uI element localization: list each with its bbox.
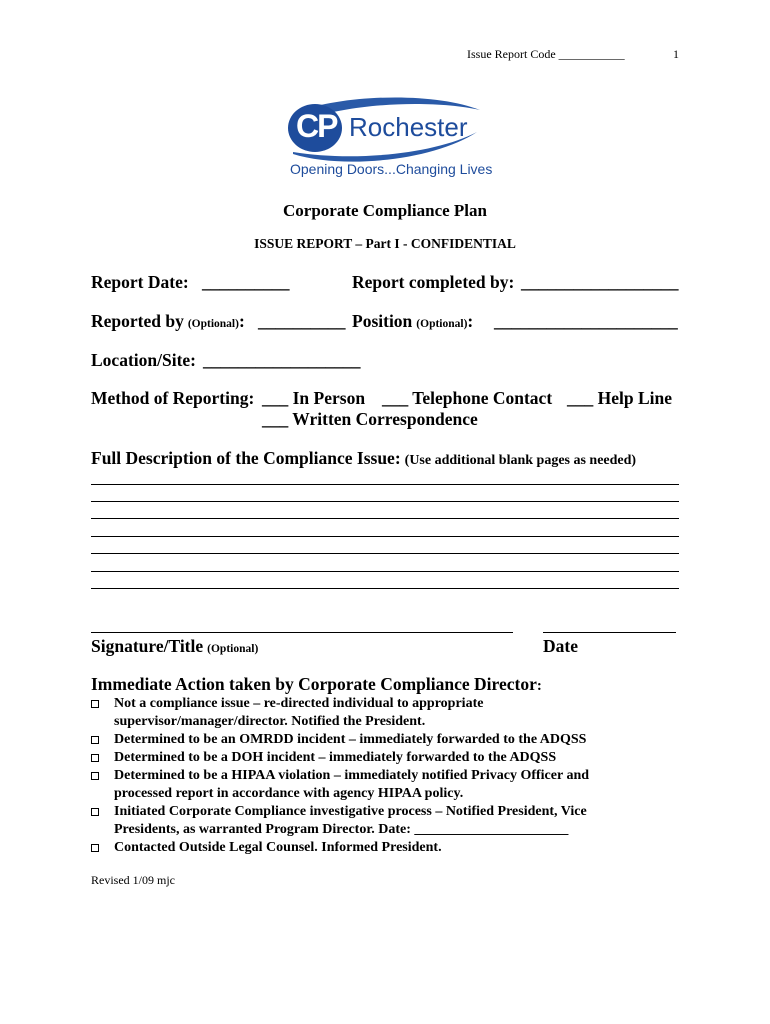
method-telephone[interactable]: ___ Telephone Contact xyxy=(382,388,553,408)
signature-title-label: Signature/Title xyxy=(91,636,204,656)
logo-rochester-text: Rochester xyxy=(349,112,468,142)
description-line xyxy=(91,518,679,519)
logo-cp-text: CP xyxy=(296,108,337,144)
report-completed-by-field[interactable]: __________________ xyxy=(521,272,679,292)
report-date-field[interactable]: __________ xyxy=(202,272,290,292)
action-heading-colon: : xyxy=(536,678,542,694)
method-help-line[interactable]: ___ Help Line xyxy=(567,388,673,408)
reported-by-row xyxy=(91,311,245,332)
position-label: Position xyxy=(352,311,413,331)
logo-tagline: Opening Doors...Changing Lives xyxy=(290,161,493,177)
action-item-line: Determined to be a HIPAA violation – immediately notified Privacy Officer and xyxy=(114,768,590,783)
position-optional: (Optional) xyxy=(416,318,468,330)
reported-by-colon: : xyxy=(238,311,245,331)
method-written[interactable]: ___ Written Correspondence xyxy=(262,409,478,429)
action-item-line: Not a compliance issue – re-directed individual to appropriate xyxy=(114,696,484,711)
reported-by-field[interactable]: __________ xyxy=(258,311,346,331)
action-item-line: Contacted Outside Legal Counsel. Informed President. xyxy=(114,840,442,855)
description-line xyxy=(91,571,679,572)
description-heading xyxy=(91,448,636,469)
description-line xyxy=(91,553,679,554)
description-line xyxy=(91,484,679,485)
issue-report-code: Issue Report Code ___________ xyxy=(467,47,625,61)
action-item-line: Presidents, as warranted Program Director. Date: ______________________ xyxy=(114,822,569,837)
checkbox-icon[interactable] xyxy=(91,754,99,762)
date-label: Date xyxy=(543,636,578,656)
position-row xyxy=(352,311,473,332)
location-site-label: Location/Site: xyxy=(91,350,196,370)
page-title: Corporate Compliance Plan xyxy=(283,201,487,220)
action-item-line: Determined to be an OMRDD incident – immediately forwarded to the ADQSS xyxy=(114,732,587,747)
page-number: 1 xyxy=(673,47,679,61)
page-subtitle: ISSUE REPORT – Part I - CONFIDENTIAL xyxy=(254,236,516,251)
checkbox-icon[interactable] xyxy=(91,844,99,852)
description-line xyxy=(91,536,679,537)
report-completed-by-label: Report completed by: xyxy=(352,272,515,292)
method-in-person[interactable]: ___ In Person xyxy=(262,388,366,408)
checkbox-icon[interactable] xyxy=(91,772,99,780)
checkbox-icon[interactable] xyxy=(91,808,99,816)
position-field[interactable]: _____________________ xyxy=(494,311,678,331)
reported-by-label: Reported by xyxy=(91,311,184,331)
action-heading-row xyxy=(91,674,542,695)
date-line[interactable] xyxy=(543,632,676,633)
action-heading: Immediate Action taken by Corporate Compliance Director xyxy=(91,674,537,694)
action-item-line: Initiated Corporate Compliance investigative process – Notified President, Vice xyxy=(114,804,587,819)
method-of-reporting-label: Method of Reporting: xyxy=(91,388,255,408)
cp-rochester-logo xyxy=(285,92,493,187)
position-colon: : xyxy=(467,311,474,331)
location-site-field[interactable]: __________________ xyxy=(203,350,361,370)
action-item-line: processed report in accordance with agency HIPAA policy. xyxy=(114,786,464,801)
description-label: Full Description of the Compliance Issue: xyxy=(91,448,401,468)
action-item-line: Determined to be a DOH incident – immediately forwarded to the ADQSS xyxy=(114,750,557,765)
report-date-label: Report Date: xyxy=(91,272,189,292)
signature-line[interactable] xyxy=(91,632,513,633)
revision-note: Revised 1/09 mjc xyxy=(91,873,175,887)
signature-title-row xyxy=(91,636,258,657)
signature-optional: (Optional) xyxy=(207,643,259,655)
description-line xyxy=(91,501,679,502)
description-line xyxy=(91,588,679,589)
action-item-line: supervisor/manager/director. Notified the President. xyxy=(114,714,426,729)
checkbox-icon[interactable] xyxy=(91,700,99,708)
reported-by-optional: (Optional) xyxy=(187,318,239,330)
checkbox-icon[interactable] xyxy=(91,736,99,744)
description-note: (Use additional blank pages as needed) xyxy=(404,453,637,468)
